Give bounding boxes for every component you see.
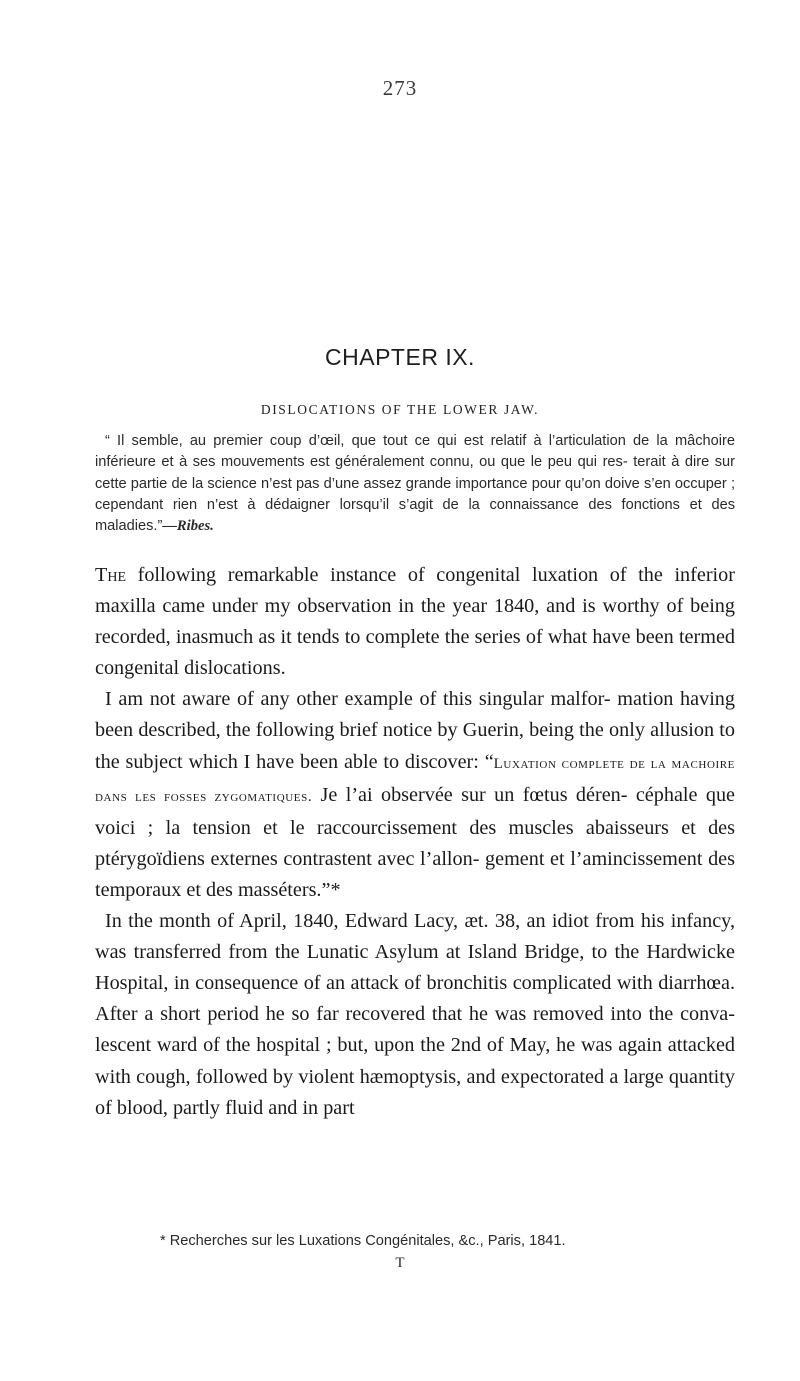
- footnote: * Recherches sur les Luxations Congénitales, &c., Paris, 1841.: [160, 1233, 566, 1249]
- paragraph-1: [95, 560, 735, 684]
- body-text: [95, 560, 735, 1124]
- epigraph-attribution: —Ribes.: [162, 518, 214, 535]
- paragraph-3: [95, 906, 735, 1124]
- paragraph-1-text: following remarkable instance of congenital luxation of the inferior maxilla came under my observation in the year 1840, and is worthy of being recorded, inasmuch as it tends to complete the series of what have been termed congenital dislocations.: [95, 564, 735, 680]
- paragraph-lead-word: The: [95, 564, 126, 586]
- paragraph-2-text-b: Je l’ai observée sur un fœtus déren- céphale que voici ; la tension et le raccourcissement des muscles abaisseurs et des ptérygoïdiens externes contrastent avec l’allon- gement et l’amincissement des temporaux et des masséters.”*: [95, 783, 736, 901]
- chapter-subtitle: DISLOCATIONS OF THE LOWER JAW.: [260, 402, 540, 417]
- chapter-title: CHAPTER IX.: [325, 344, 475, 370]
- paragraph-3-text: In the month of April, 1840, Edward Lacy, æt. 38, an idiot from his infancy, was transferred from the Lunatic Asylum at Island Bridge, to the Hardwicke Hospital, in consequence of an attack of bronchitis complicated with diarrhœa. After a short period he so far recovered that he was removed into the conva- lescent ward of the hospital ; but, upon the 2nd of May, he was again attacked with cough, followed by violent hæmoptysis, and expectorated a large quantity of blood, partly fluid and in part: [95, 910, 735, 1119]
- paragraph-2-small-caps: Luxation complete de la machoire dans les fosses zygomatiques.: [95, 755, 736, 805]
- epigraph: [95, 431, 735, 537]
- signature-mark: T: [395, 1255, 405, 1271]
- paragraph-2: [95, 684, 735, 906]
- page-number: 273: [382, 76, 418, 100]
- epigraph-quote: “ Il semble, au premier coup d’œil, que tout ce qui est relatif à l’articulation de la mâchoire inférieure et à ses mouvements est généralement connu, ou que le peu qui res- terait à dire sur cette partie de la science n’est pas d’une assez grande importance pour qu’on doive s’en occuper ; cependant rien n’est à dédaigner lorsqu’il s’agit de la connaissance des fonctions et des maladies.”: [95, 433, 735, 535]
- paragraph-2-text-a: I am not aware of any other example of this singular malfor- mation having been described, the following brief notice by Guerin, being the only allusion to the subject which I have been able to discover: “: [95, 688, 735, 773]
